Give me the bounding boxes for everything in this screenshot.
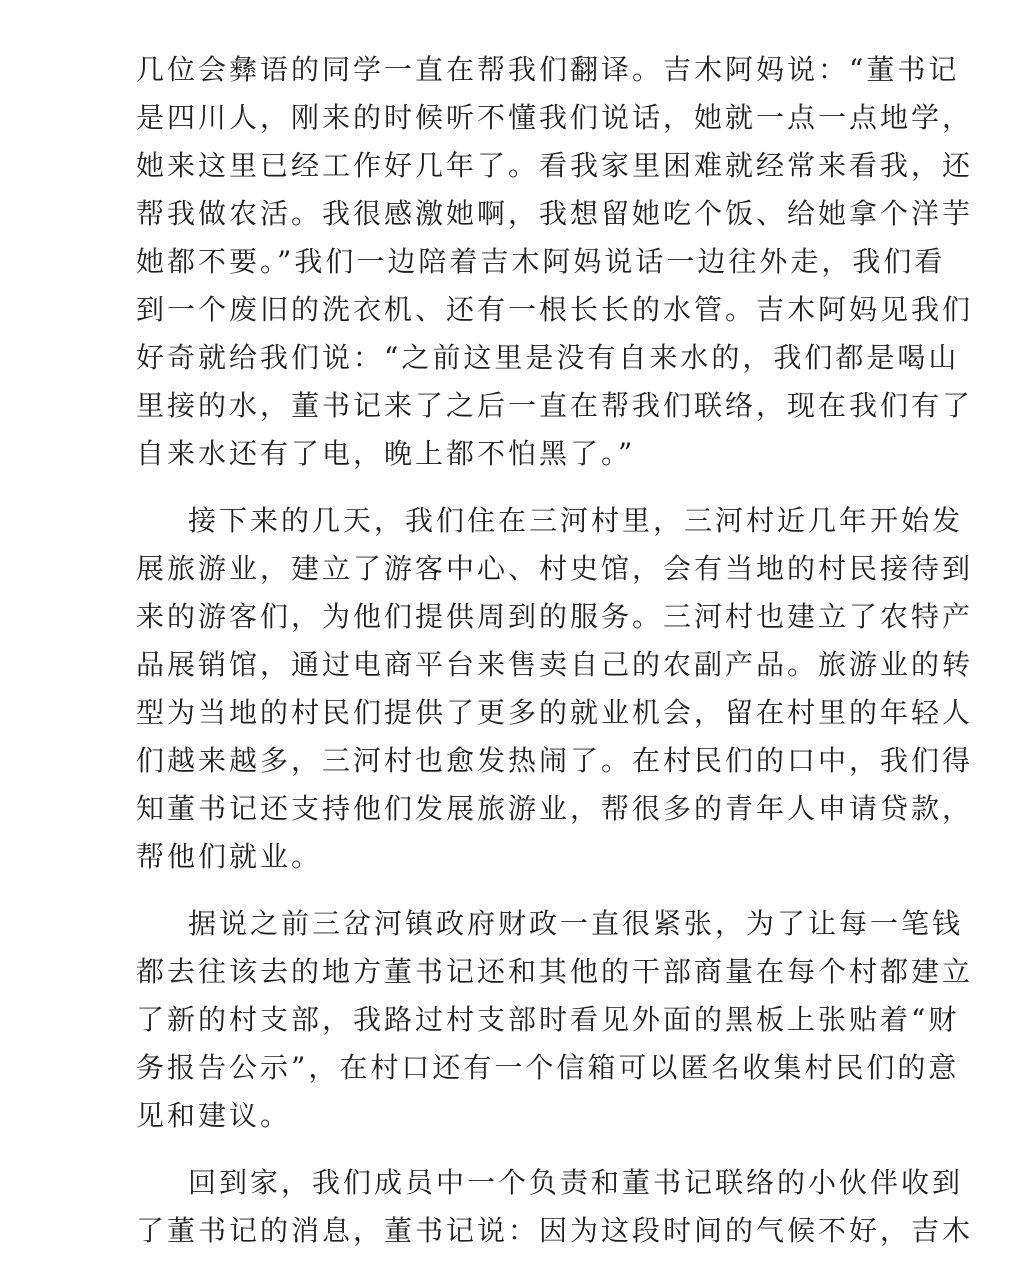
paragraph-3 [136, 900, 974, 1140]
text-line: 据说之前三岔河镇政府财政一直很紧张，为了让每一笔钱 [188, 907, 964, 940]
text-line: 好奇就给我们说：“之前这里是没有自来水的，我们都是喝山 [136, 341, 960, 374]
paragraph-4 [136, 1159, 974, 1255]
text-line: 帮他们就业。 [136, 840, 323, 873]
text-line: 回到家，我们成员中一个负责和董书记联络的小伙伴收到 [188, 1166, 964, 1199]
text-line: 她来这里已经工作好几年了。看我家里困难就经常来看我，还 [136, 149, 974, 182]
text-line: 品展销馆，通过电商平台来售卖自己的农副产品。旅游业的转 [136, 648, 974, 681]
text-line: 型为当地的村民们提供了更多的就业机会，留在村里的年轻人 [136, 696, 974, 729]
text-line: 是四川人，刚来的时候听不懂我们说话，她就一点一点地学， [136, 101, 974, 134]
paragraph-1 [136, 46, 974, 478]
paragraph-2 [136, 497, 974, 881]
body-text [136, 46, 974, 1255]
text-line: 了董书记的消息，董书记说：因为这段时间的气候不好，吉木 [136, 1214, 974, 1247]
text-line: 自来水还有了电，晚上都不怕黑了。” [136, 437, 636, 470]
text-line: 知董书记还支持他们发展旅游业，帮很多的青年人申请贷款， [136, 792, 974, 825]
text-line: 到一个废旧的洗衣机、还有一根长长的水管。吉木阿妈见我们 [136, 293, 974, 326]
text-line: 接下来的几天，我们住在三河村里，三河村近几年开始发 [188, 504, 964, 537]
text-line: 都去往该去的地方董书记还和其他的干部商量在每个村都建立 [136, 955, 974, 988]
text-line: 帮我做农活。我很感激她啊，我想留她吃个饭、给她拿个洋芋 [136, 197, 974, 230]
text-line: 她都不要。”我们一边陪着吉木阿妈说话一边往外走，我们看 [136, 245, 946, 278]
text-line: 了新的村支部，我路过村支部时看见外面的黑板上张贴着“财 [136, 1003, 960, 1036]
text-line: 来的游客们，为他们提供周到的服务。三河村也建立了农特产 [136, 600, 974, 633]
text-line: 里接的水，董书记来了之后一直在帮我们联络，现在我们有了 [136, 389, 974, 422]
text-line: 们越来越多，三河村也愈发热闹了。在村民们的口中，我们得 [136, 744, 974, 777]
text-line: 务报告公示”，在村口还有一个信箱可以匿名收集村民们的意 [136, 1051, 960, 1084]
text-line: 展旅游业，建立了游客中心、村史馆，会有当地的村民接待到 [136, 552, 974, 585]
text-line: 几位会彝语的同学一直在帮我们翻译。吉木阿妈说：“董书记 [136, 53, 960, 86]
text-line: 见和建议。 [136, 1099, 292, 1132]
